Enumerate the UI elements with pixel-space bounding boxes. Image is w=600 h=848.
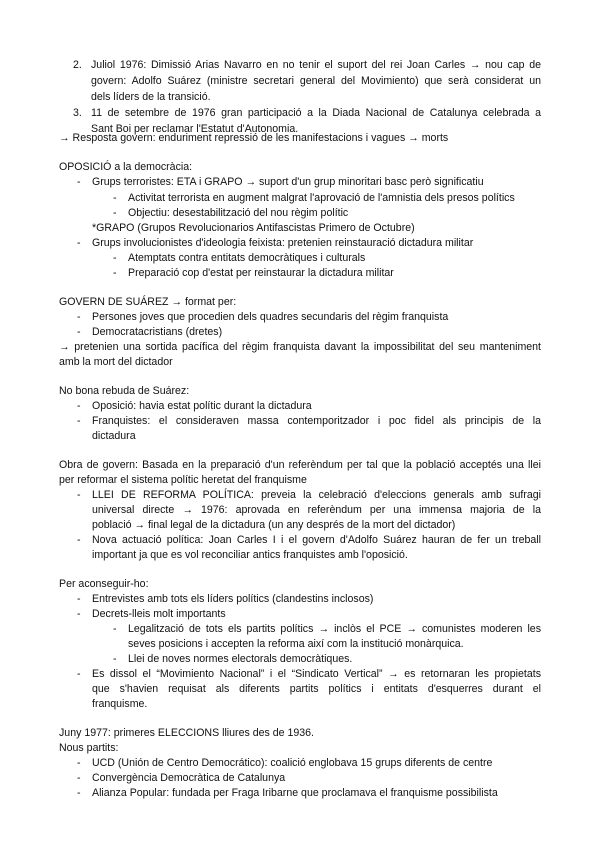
bullet-dash: - — [77, 668, 81, 680]
sub-bullet-item: Atemptats contra entitats democràtiques i culturals — [128, 252, 366, 264]
elections-line: Juny 1977: primeres ELECCIONS lliures des de 1936. — [59, 727, 314, 739]
list-item-line: Sant Boi per reclamar l'Estatut d'Autonomia. — [91, 123, 299, 135]
party-item: Convergència Democràtica de Catalunya — [92, 772, 286, 784]
bullet-item-line: important ja que es vol reconciliar antics franquistes amb l'oposició. — [92, 549, 408, 561]
bullet-item-line: població → final legal de la dictadura (un any després de la mort del dictador) — [92, 519, 456, 531]
bullet-dash: - — [77, 326, 81, 338]
obra-intro-line: per reformar el sistema polític heretat del franquisme — [59, 474, 307, 486]
bullet-dash: - — [113, 192, 117, 204]
party-item: Alianza Popular: fundada per Fraga Iribarne que proclamava el franquisme possibilista — [92, 787, 498, 799]
bullet-dash: - — [77, 237, 81, 249]
bullet-item: Entrevistes amb tots els líders polítics (clandestins inclosos) — [92, 593, 374, 605]
bullet-dash: - — [77, 415, 81, 427]
sub-bullet-line: seves posicions i accepten la reforma així com la institució monàrquica. — [128, 638, 464, 650]
bullet-dash: - — [77, 176, 81, 188]
bullet-item: Grups terroristes: ETA i GRAPO → suport d'un grup minoritari basc però significatiu — [92, 176, 484, 188]
list-number: 2. — [73, 59, 82, 71]
bullet-item-line: universal directe → 1976: aprovada en referèndum per una immensa majoria de la — [92, 504, 541, 516]
bullet-item-line: LLEI DE REFORMA POLÍTICA: preveia la celebració d'eleccions generals amb sufragi — [92, 489, 541, 501]
partits-heading: Nous partits: — [59, 742, 119, 754]
section-heading-govern: GOVERN DE SUÁREZ → format per: — [59, 296, 237, 308]
bullet-dash: - — [77, 772, 81, 784]
sub-bullet-item: Preparació cop d'estat per reinstaurar la dictadura militar — [128, 267, 394, 279]
bullet-item: Oposició: havia estat polític durant la dictadura — [92, 400, 312, 412]
sub-bullet-line: Legalització de tots els partits polítics → inclòs el PCE → comunistes moderen les — [128, 623, 541, 635]
bullet-item-line: dictadura — [92, 430, 136, 442]
section-heading-rebuda: No bona rebuda de Suárez: — [59, 385, 190, 397]
bullet-item-line: franquisme. — [92, 698, 148, 710]
response-line: → Resposta govern: enduriment repressió de les manifestacions i vagues → morts — [59, 132, 449, 144]
grapo-note: *GRAPO (Grupos Revolucionarios Antifascistas Primero de Octubre) — [92, 222, 415, 234]
bullet-item: Democratacristians (dretes) — [92, 326, 223, 338]
bullet-item-line: Nova actuació política: Joan Carles I i el govern d'Adolfo Suárez hauran de fer un treball — [92, 534, 541, 546]
bullet-dash: - — [77, 593, 81, 605]
list-number: 3. — [73, 107, 82, 119]
conclusion-line: → pretenien una sortida pacífica del règim franquista davant la impossibilitat del seu manteniment — [59, 341, 541, 353]
bullet-item-line: Franquistes: el consideraven massa contemporitzador i poc fidel als principis de la — [92, 415, 541, 427]
list-item-line: dels líders de la transició. — [91, 91, 211, 103]
bullet-dash: - — [77, 311, 81, 323]
bullet-dash: - — [77, 534, 81, 546]
bullet-item: Persones joves que procedien dels quadres secundaris del règim franquista — [92, 311, 449, 323]
sub-bullet-item: Llei de noves normes electorals democràtiques. — [128, 653, 353, 665]
bullet-dash: - — [77, 787, 81, 799]
bullet-dash: - — [77, 757, 81, 769]
conclusion-line: amb la mort del dictador — [59, 356, 173, 368]
list-item-line: 11 de setembre de 1976 gran participació a la Diada Nacional de Catalunya celebrada a — [91, 107, 541, 119]
bullet-dash: - — [77, 489, 81, 501]
section-heading-oposicio: OPOSICIÓ a la democràcia: — [59, 161, 193, 173]
sub-bullet-item: Objectiu: desestabilització del nou règim polític — [128, 207, 349, 219]
sub-bullet-item: Activitat terrorista en augment malgrat l'aprovació de l'amnistia dels presos polítics — [128, 192, 515, 204]
obra-intro-line: Obra de govern: Basada en la preparació d'un referèndum per tal que la població acceptés una llei — [59, 459, 541, 471]
bullet-dash: - — [77, 400, 81, 412]
bullet-dash: - — [113, 207, 117, 219]
bullet-item: Decrets-lleis molt importants — [92, 608, 226, 620]
bullet-dash: - — [113, 623, 117, 635]
list-item-line: Juliol 1976: Dimissió Arias Navarro en no tenir el suport del rei Joan Carles → nou cap de — [91, 59, 541, 71]
bullet-dash: - — [77, 608, 81, 620]
bullet-dash: - — [113, 653, 117, 665]
bullet-dash: - — [113, 267, 117, 279]
bullet-item: Grups involucionistes d'ideologia feixista: pretenien reinstauració dictadura militar — [92, 237, 474, 249]
bullet-item-line: Es dissol el “Movimiento Nacional” i el “Sindicato Vertical” → es retornaran les propietats — [92, 668, 541, 680]
list-item-line: govern: Adolfo Suárez (ministre secretari general del Movimiento) que serà considerat un — [91, 75, 541, 87]
bullet-item-line: que s'havien requisat als diferents partits polítics i entitats d'esquerres durant el — [92, 683, 541, 695]
bullet-dash: - — [113, 252, 117, 264]
section-heading-aconseguir: Per aconseguir-ho: — [59, 578, 149, 590]
party-item: UCD (Unión de Centro Democrático): coalició englobava 15 grups diferents de centre — [92, 757, 493, 769]
